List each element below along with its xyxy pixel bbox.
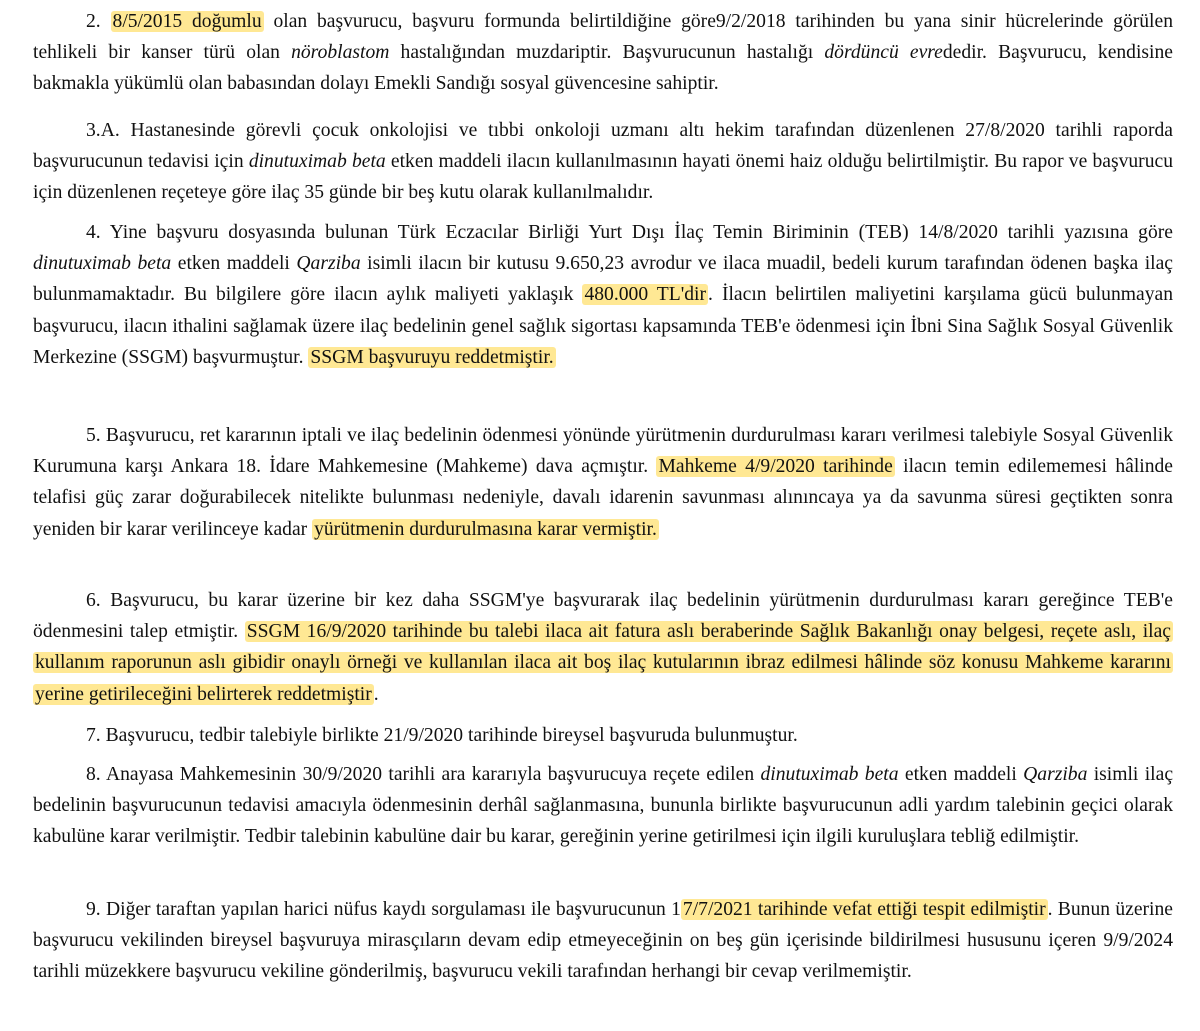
italic-term: dinutuximab beta — [33, 253, 172, 275]
italic-term: dinutuximab beta — [760, 764, 899, 785]
italic-term: Qarziba — [1023, 764, 1088, 785]
highlight-death-date: 7/7/2021 tarihinde vefat ettiği tespit edilmiştir — [682, 899, 1046, 920]
highlight-ssgm-decision: SSGM 16/9/2020 tarihinde bu talebi ilaca ait fatura aslı beraberinde Sağlık Bakanlığı onay belgesi, reçete aslı, ilaç kullanım raporunun aslı gibidir onaylı örneği ve kullanılan ilaca ait boş ilaç kutularının ibraz edilmesi hâlinde söz konusu Mahkeme kararını yerine getirileceğini belirterek reddetmiştir — [35, 621, 1171, 705]
highlight-cost: 480.000 TL'dir — [584, 284, 707, 306]
italic-term: dinutuximab beta — [248, 151, 386, 173]
paragraph-number: 2. — [86, 11, 101, 32]
paragraph-5: 5. Başvurucu, ret kararının iptali ve ilaç bedelinin ödenmesi yönünde yürütmenin durdurulması kararı verilmesi talebiyle Sosyal Güvenlik Kurumuna karşı Ankara 18. İdare Mahkemesine (Mahkeme) dava açmıştır. Mahkeme 4/9/2020 tarihinde ilacın temin edilememesi hâlinde telafisi güç zarar doğurabilecek nitelikte bulunması nedeniyle, davalı idarenin savunması alınıncaya ya da savunma süresi geçtikten sonra yeniden bir karar verilinceye kadar yürütmenin durdurulmasına karar vermiştir. — [33, 425, 1174, 540]
paragraph-7: 7. Başvurucu, tedbir talebiyle birlikte 21/9/2020 tarihinde bireysel başvuruda bulunmuştur. — [86, 725, 798, 746]
paragraph-2: 2. 8/5/2015 doğumlu olan başvurucu, başvuru formunda belirtildiğine göre9/2/2018 tarihinden bu yana sinir hücrelerinde görülen tehlikeli bir kanser türü olan nöroblastom hastalığından muzdariptir. Başvurucunun hastalığı dördüncü evrededir. Başvurucu, kendisine bakmakla yükümlü olan babasından dolayı Emekli Sandığı sosyal güvencesine sahiptir. — [33, 11, 1173, 95]
highlight-stay-order: yürütmenin durdurulmasına karar vermiştir. — [314, 518, 657, 540]
paragraph-8: 8. Anayasa Mahkemesinin 30/9/2020 tarihli ara kararıyla başvurucuya reçete edilen dinutuximab beta etken maddeli Qarziba isimli ilaç bedelinin başvurucunun tedavisi amacıyla ödenmesinin derhâl sağlanmasına, bununla birlikte başvurucunun adli yardım talebinin geçici olarak kabulüne karar verilmiştir. Tedbir talebinin kabulüne dair bu karar, gereğinin yerine getirilmesi için ilgili kuruluşlara tebliğ edilmiştir. — [33, 764, 1174, 848]
italic-term: Qarziba — [296, 253, 361, 275]
highlight-rejection: SSGM başvuruyu reddetmiştir. — [310, 346, 554, 368]
paragraph-6: 6. Başvurucu, bu karar üzerine bir kez daha SSGM'ye başvurarak ilaç bedelinin yürütmenin durdurulması kararı gereğince TEB'e ödenmesini talep etmiştir. SSGM 16/9/2020 tarihinde bu talebi ilaca ait fatura aslı beraberinde Sağlık Bakanlığı onay belgesi, reçete aslı, ilaç kullanım raporunun aslı gibidir onaylı örneği ve kullanılan ilaca ait boş ilaç kutularının ibraz edilmesi hâlinde söz konusu Mahkeme kararını yerine getirileceğini belirterek reddetmiştir . — [33, 590, 1173, 705]
paragraph-9: 9. Diğer taraftan yapılan harici nüfus kaydı sorgulaması ile başvurucunun 1 7/7/2021 tarihinde vefat ettiği tespit edilmiştir . Bunun üzerine başvurucu vekilinden bireysel başvuruya mirasçıların devam edip etmeyeceğinin on beş gün içerisinde bildirilmesi hususunu içeren 9/9/2024 tarihli müzekkere başvurucu vekiline gönderilmiş, başvurucu vekili tarafından herhangi bir cevap verilmemiştir. — [33, 899, 1173, 983]
paragraph-3: 3.A. Hastanesinde görevli çocuk onkolojisi ve tıbbi onkoloji uzmanı altı hekim tarafından düzenlenen 27/8/2020 tarihli raporda başvurucunun tedavisi için dinutuximab beta etken maddeli ilacın kullanılmasının hayati önemi haiz olduğu belirtilmiştir. Bu rapor ve başvurucu için düzenlenen reçeteye göre ilaç 35 günde bir beş kutu olarak kullanılmalıdır. — [33, 120, 1173, 204]
italic-term: dördüncü evre — [824, 42, 943, 64]
paragraph-4: 4. Yine başvuru dosyasında bulunan Türk Eczacılar Birliği Yurt Dışı İlaç Temin Biriminin (TEB) 14/8/2020 tarihli yazısına göre dinutuximab beta etken maddeli Qarziba isimli ilacın bir kutusu 9.650,23 avrodur ve ilaca muadil, bedeli kurum tarafından ödenen başka ilaç bulunmamaktadır. Bu bilgilere göre ilacın aylık maliyeti yaklaşık 480.000 TL'dir . İlacın belirtilen maliyetini karşılama gücü bulunmayan başvurucu, ilacın ithalini sağlamak üzere ilaç bedelinin genel sağlık sigortası kapsamında TEB'e ödenmesi için İbni Sina Sağlık Sosyal Güvenlik Merkezine (SSGM) başvurmuştur. SSGM başvuruyu reddetmiştir. — [33, 222, 1173, 368]
highlight-court-date: Mahkeme 4/9/2020 tarihinde — [658, 456, 893, 478]
italic-term: nöroblastom — [291, 42, 390, 64]
highlight-birthdate: 8/5/2015 doğumlu — [112, 11, 262, 32]
page-segment-bottom — [0, 578, 1200, 1031]
